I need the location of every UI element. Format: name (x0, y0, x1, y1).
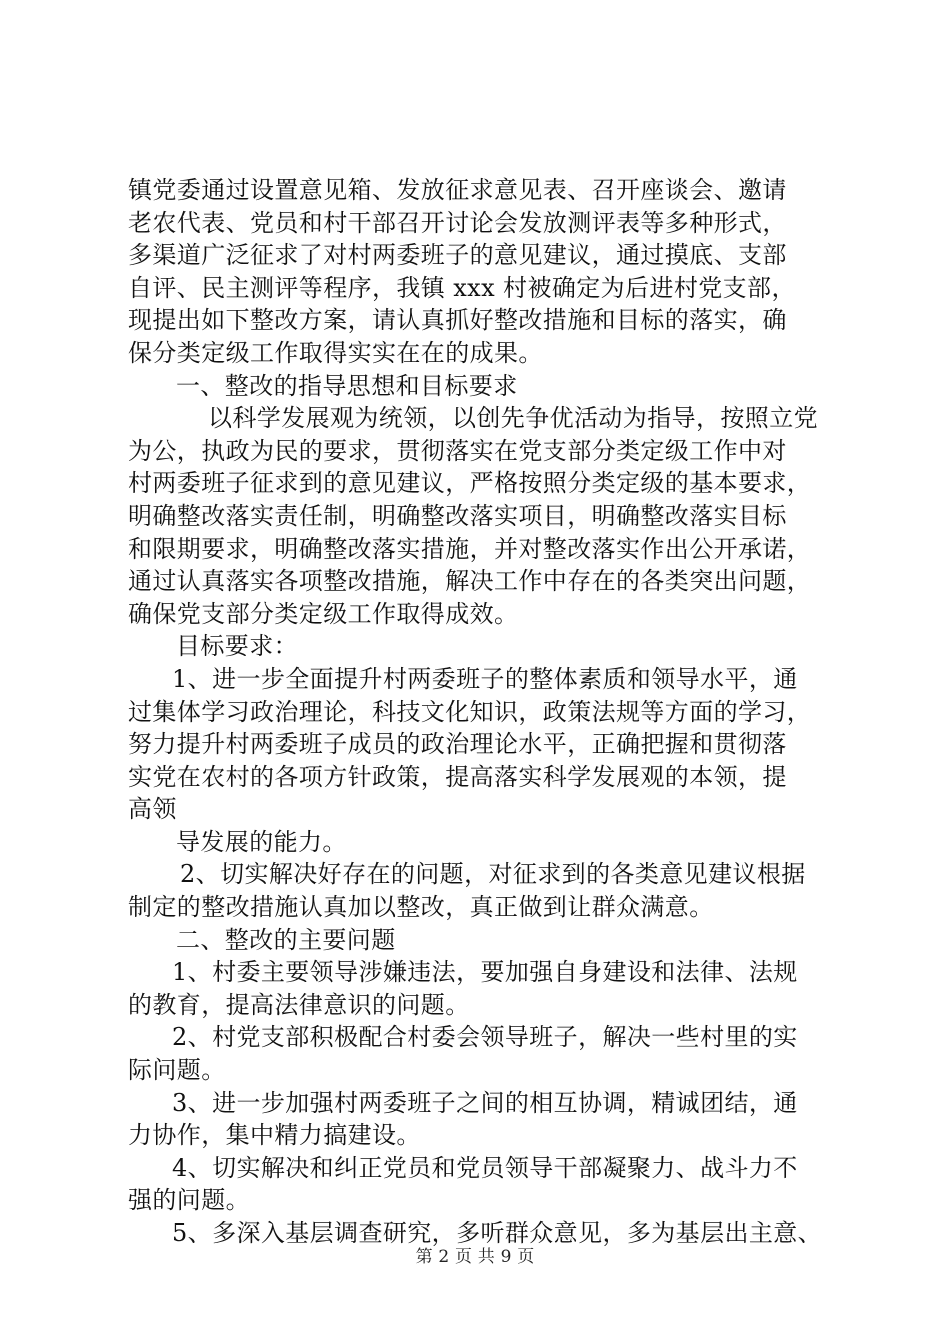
text-line: 和限期要求，明确整改落实措施，并对整改落实作出公开承诺， (128, 534, 812, 563)
page-number-footer: 第 2 页 共 9 页 (415, 1247, 535, 1267)
subheading: 目标要求： (176, 632, 298, 661)
text-line: 镇党委通过设置意见箱、发放征求意见表、召开座谈会、邀请 (128, 176, 787, 204)
text-line: 过集体学习政治理论，科技文化知识，政策法规等方面的学习， (128, 697, 812, 726)
text-line: 际问题。 (128, 1056, 226, 1085)
text-line: 强的问题。 (128, 1186, 250, 1215)
text-line: 3、进一步加强村两委班子之间的相互协调，精诚团结，通 (172, 1088, 798, 1117)
text-line: 为公，执政为民的要求，贯彻落实在党支部分类定级工作中对 (128, 436, 787, 465)
text-line: 自评、民主测评等程序，我镇 xxx 村被确定为后进村党支部， (128, 273, 796, 302)
text-line: 制定的整改措施认真加以整改，真正做到让群众满意。 (128, 893, 714, 922)
text-line: 2、切实解决好存在的问题，对征求到的各类意见建议根据 (180, 860, 806, 889)
text-line: 2、村党支部积极配合村委会领导班子，解决一些村里的实 (172, 1023, 798, 1052)
text-line: 现提出如下整改方案，请认真抓好整改措施和目标的落实，确 (128, 306, 787, 335)
text-line: 村两委班子征求到的意见建议，严格按照分类定级的基本要求， (128, 469, 812, 498)
text-line: 老农代表、党员和村干部召开讨论会发放测评表等多种形式， (128, 208, 787, 237)
text-line: 努力提升村两委班子成员的政治理论水平，正确把握和贯彻落 (128, 730, 787, 759)
text-line: 多渠道广泛征求了对村两委班子的意见建议，通过摸底、支部 (128, 241, 787, 270)
text-line: 导发展的能力。 (176, 827, 347, 856)
text-line: 实党在农村的各项方针政策，提高落实科学发展观的本领，提 (128, 762, 787, 791)
text-line: 高领 (128, 795, 177, 824)
text-line: 以科学发展观为统领，以创先争优活动为指导，按照立党 (208, 404, 818, 433)
text-line: 5、多深入基层调查研究，多听群众意见，多为基层出主意、 (172, 1219, 823, 1247)
text-line: 1、进一步全面提升村两委班子的整体素质和领导水平，通 (172, 664, 798, 693)
text-line: 通过认真落实各项整改措施，解决工作中存在的各类突出问题， (128, 567, 812, 596)
text-line: 的教育，提高法律意识的问题。 (128, 990, 470, 1019)
text-line: 1、村委主要领导涉嫌违法，要加强自身建设和法律、法规 (172, 958, 798, 987)
text-line: 4、切实解决和纠正党员和党员领导干部凝聚力、战斗力不 (172, 1153, 798, 1182)
text-line: 确保党支部分类定级工作取得成效。 (128, 599, 519, 628)
section-heading: 一、整改的指导思想和目标要求 (176, 371, 518, 400)
document-body (128, 174, 840, 1250)
section-heading: 二、整改的主要问题 (176, 925, 396, 954)
text-line: 保分类定级工作取得实实在在的成果。 (128, 338, 543, 367)
text-line: 明确整改落实责任制，明确整改落实项目，明确整改落实目标 (128, 501, 787, 530)
text-line: 力协作，集中精力搞建设。 (128, 1121, 421, 1150)
